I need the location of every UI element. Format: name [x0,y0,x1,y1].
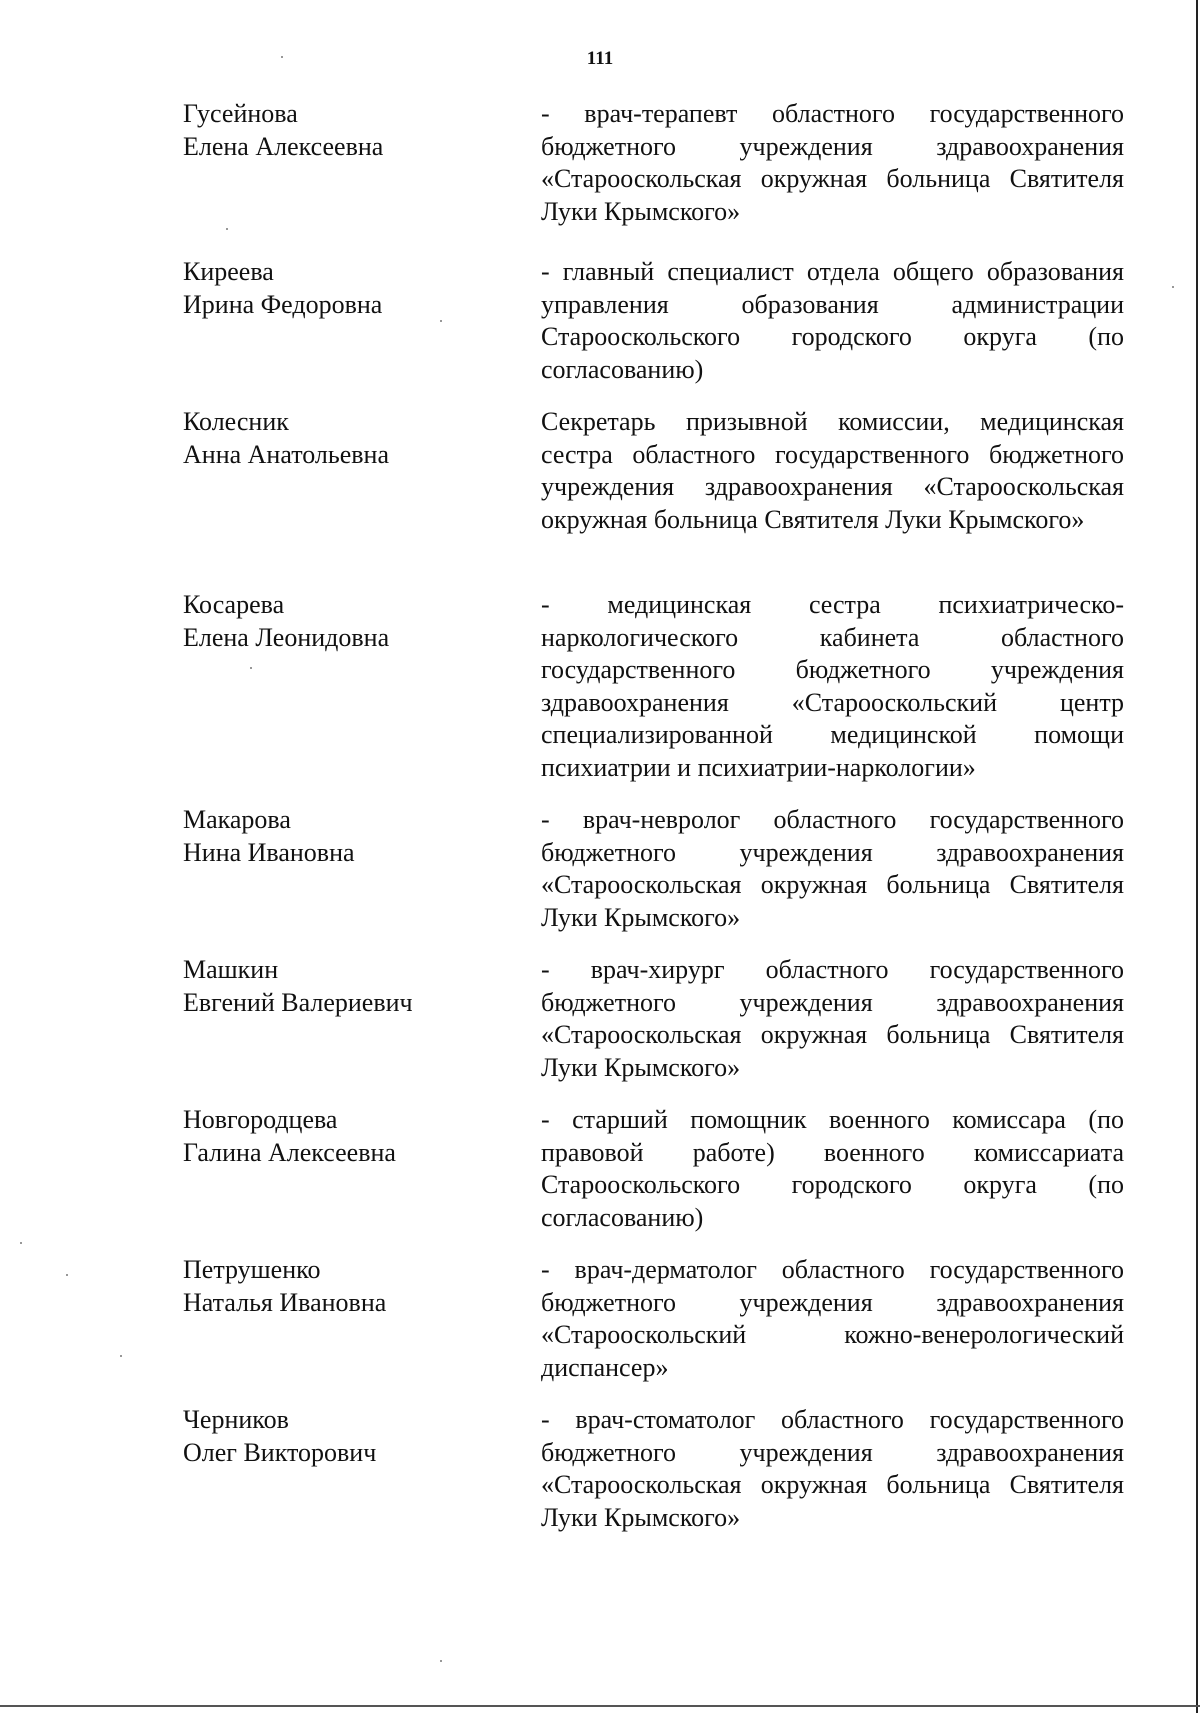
member-surname: Новгородцева [183,1105,338,1134]
member-name [183,98,503,163]
member-surname: Петрушенко [183,1255,321,1284]
scan-edge-bottom [0,1705,1200,1707]
member-surname: Макарова [183,805,291,834]
member-surname: Черников [183,1405,289,1434]
member-name [183,256,503,321]
member-role: - медицинская сестра психиатрическо-наркологического кабинета областного государственного бюджетного учреждения здравоохранения «Старооскольский центр специализированной медицинской помощи психиатрии и психиатрии-наркологии» [541,590,1124,782]
member-name [183,406,503,471]
member-given-names: Нина Ивановна [183,837,355,867]
member-role: Секретарь призывной комиссии, медицинская сестра областного государственного бюджетного учреждения здравоохранения «Старооскольская окружная больница Святителя Луки Крымского» [541,407,1124,534]
member-surname: Косарева [183,590,285,619]
member-name [183,1104,503,1169]
member-role: - врач-невролог областного государственного бюджетного учреждения здравоохранения «Старооскольская окружная больница Святителя Луки Крымского» [541,805,1124,932]
scan-speck [20,1242,22,1244]
member-role: - врач-стоматолог областного государственного бюджетного учреждения здравоохранения «Старооскольская окружная больница Святителя Луки Крымского» [541,1405,1124,1532]
member-role: - врач-хирург областного государственного бюджетного учреждения здравоохранения «Старооскольская окружная больница Святителя Луки Крымского» [541,955,1124,1082]
scan-speck [440,320,442,322]
scan-speck [440,1660,442,1662]
scan-speck [281,56,283,58]
member-name [183,804,503,869]
member-given-names: Галина Алексеевна [183,1137,396,1167]
member-surname: Колесник [183,407,289,436]
member-surname: Киреева [183,257,274,286]
page-number: 111 [586,48,614,69]
member-name [183,954,503,1019]
member-name [183,589,503,654]
member-given-names: Ирина Федоровна [183,289,383,319]
member-given-names: Евгений Валериевич [183,987,413,1017]
scan-speck [250,667,252,669]
member-name [183,1254,503,1319]
member-role: - врач-дерматолог областного государственного бюджетного учреждения здравоохранения «Старооскольский кожно-венерологический диспансер» [541,1255,1124,1382]
scan-speck [1172,286,1174,288]
member-given-names: Анна Анатольевна [183,439,389,469]
scan-edge-right [1196,0,1198,1713]
member-role: - врач-терапевт областного государственного бюджетного учреждения здравоохранения «Старооскольская окружная больница Святителя Луки Крымского» [541,99,1124,226]
member-role: - старший помощник военного комиссара (по правовой работе) военного комиссариата Старооскольского городского округа (по согласованию) [541,1105,1124,1232]
scan-speck [226,228,228,230]
member-given-names: Олег Викторович [183,1437,377,1467]
member-surname: Машкин [183,955,279,984]
member-given-names: Елена Алексеевна [183,131,384,161]
member-role: - главный специалист отдела общего образования управления образования администрации Старооскольского городского округа (по согласованию) [541,257,1124,384]
member-given-names: Наталья Ивановна [183,1287,387,1317]
member-given-names: Елена Леонидовна [183,622,390,652]
member-surname: Гусейнова [183,99,298,128]
scan-speck [120,1355,122,1357]
scan-speck [66,1274,68,1276]
member-name [183,1404,503,1469]
